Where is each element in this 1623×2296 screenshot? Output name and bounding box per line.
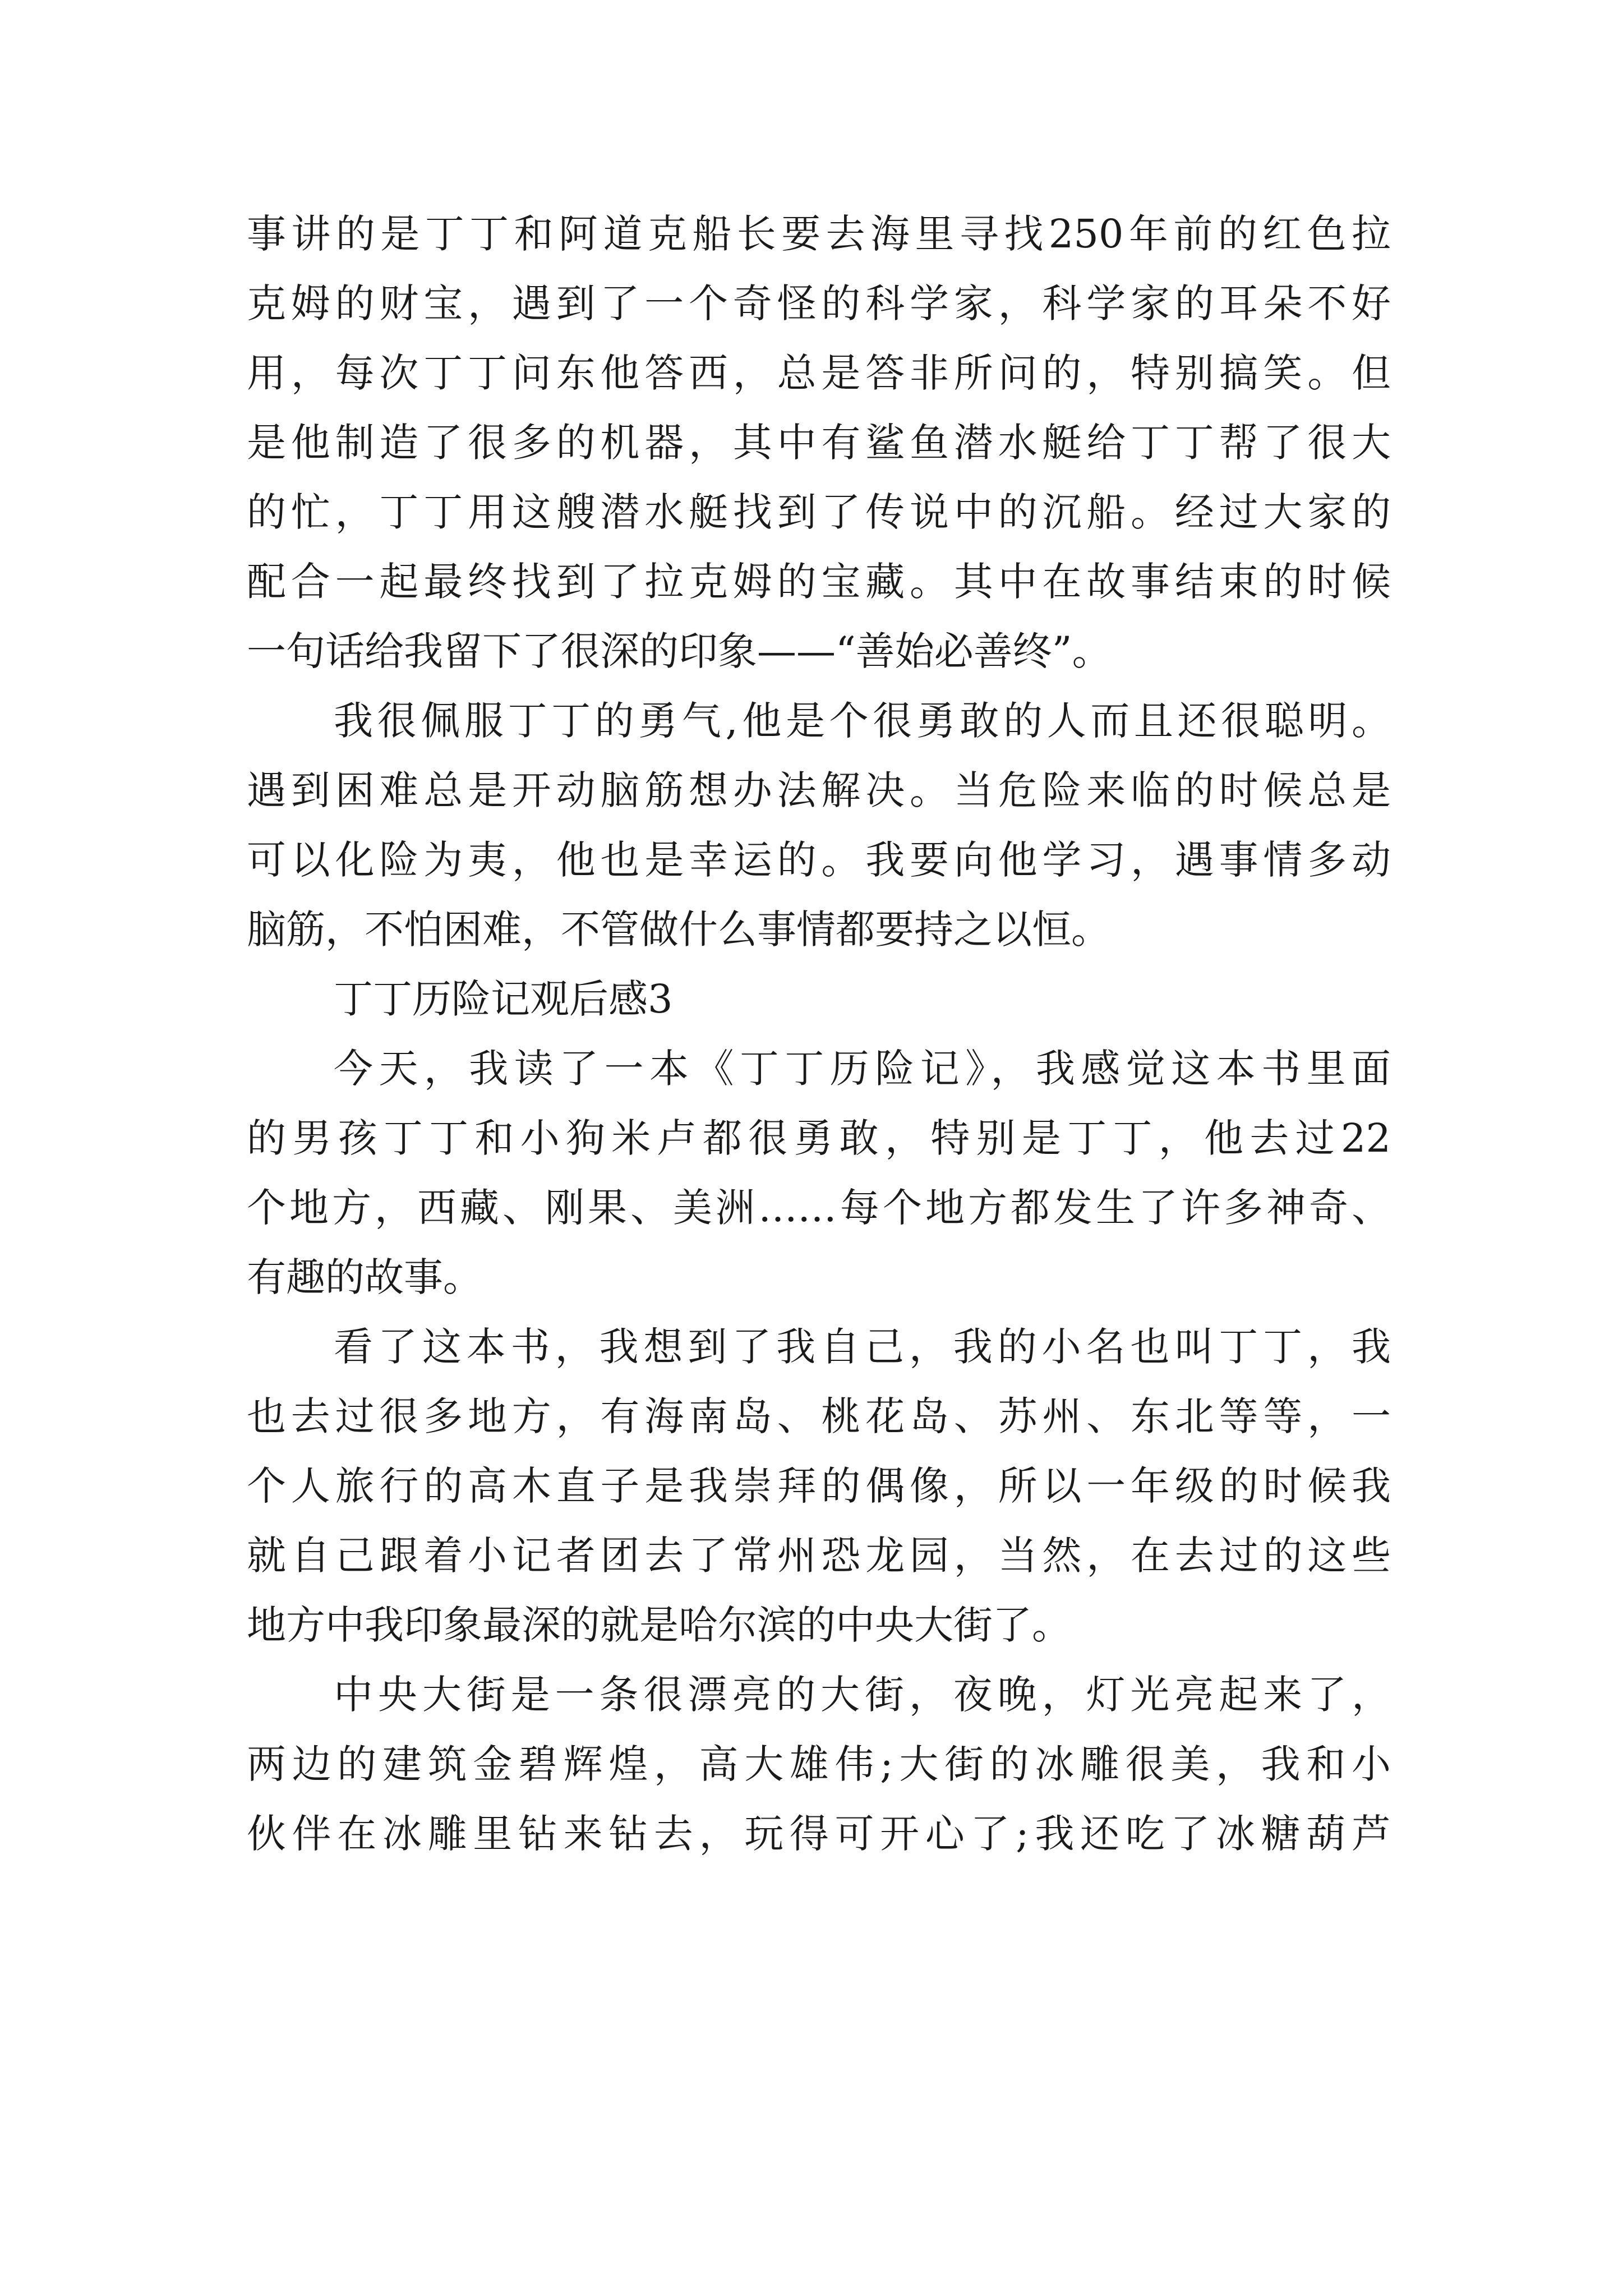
text-line-15: 个地方，西藏、刚果、美洲……每个地方都发生了许多神奇、 (247, 1185, 1391, 1231)
text-line-7: 一句话给我留下了很深的印象——“善始必善终”。 (247, 628, 1112, 674)
text-line-23: 两边的建筑金碧辉煌，高大雄伟;大街的冰雕很美，我和小 (247, 1741, 1391, 1787)
text-line-14: 的男孩丁丁和小狗米卢都很勇敢，特别是丁丁，他去过22 (247, 1115, 1391, 1161)
text-line-2: 克姆的财宝，遇到了一个奇怪的科学家，科学家的耳朵不好 (247, 280, 1391, 326)
text-line-22: 中央大街是一条很漂亮的大街，夜晚，灯光亮起来了， (334, 1672, 1391, 1718)
text-line-10: 可以化险为夷，他也是幸运的。我要向他学习，遇事情多动 (247, 837, 1391, 883)
text-line-19: 个人旅行的高木直子是我崇拜的偶像，所以一年级的时候我 (247, 1463, 1391, 1509)
section-heading: 丁丁历险记观后感3 (334, 976, 673, 1022)
text-line-1: 事讲的是丁丁和阿道克船长要去海里寻找250年前的红色拉 (247, 211, 1391, 257)
text-line-5: 的忙，丁丁用这艘潜水艇找到了传说中的沉船。经过大家的 (247, 489, 1391, 535)
document-body (247, 199, 1391, 1869)
text-line-9: 遇到困难总是开动脑筋想办法解决。当危险来临的时候总是 (247, 767, 1391, 813)
text-line-11: 脑筋，不怕困难，不管做什么事情都要持之以恒。 (247, 907, 1110, 953)
text-line-21: 地方中我印象最深的就是哈尔滨的中央大街了。 (247, 1602, 1071, 1648)
text-line-24: 伙伴在冰雕里钻来钻去，玩得可开心了;我还吃了冰糖葫芦 (247, 1811, 1391, 1857)
text-line-17: 看了这本书，我想到了我自己，我的小名也叫丁丁，我 (334, 1324, 1391, 1370)
text-line-3: 用，每次丁丁问东他答西，总是答非所问的，特别搞笑。但 (247, 350, 1391, 396)
text-line-16: 有趣的故事。 (247, 1254, 482, 1300)
text-line-20: 就自己跟着小记者团去了常州恐龙园，当然，在去过的这些 (247, 1533, 1391, 1579)
text-line-6: 配合一起最终找到了拉克姆的宝藏。其中在故事结束的时候 (247, 559, 1391, 605)
text-line-13: 今天，我读了一本《丁丁历险记》，我感觉这本书里面 (334, 1046, 1391, 1092)
text-line-4: 是他制造了很多的机器，其中有鲨鱼潜水艇给丁丁帮了很大 (247, 420, 1391, 466)
text-line-8: 我很佩服丁丁的勇气,他是个很勇敢的人而且还很聪明。 (334, 698, 1391, 744)
text-line-18: 也去过很多地方，有海南岛、桃花岛、苏州、东北等等，一 (247, 1393, 1391, 1439)
